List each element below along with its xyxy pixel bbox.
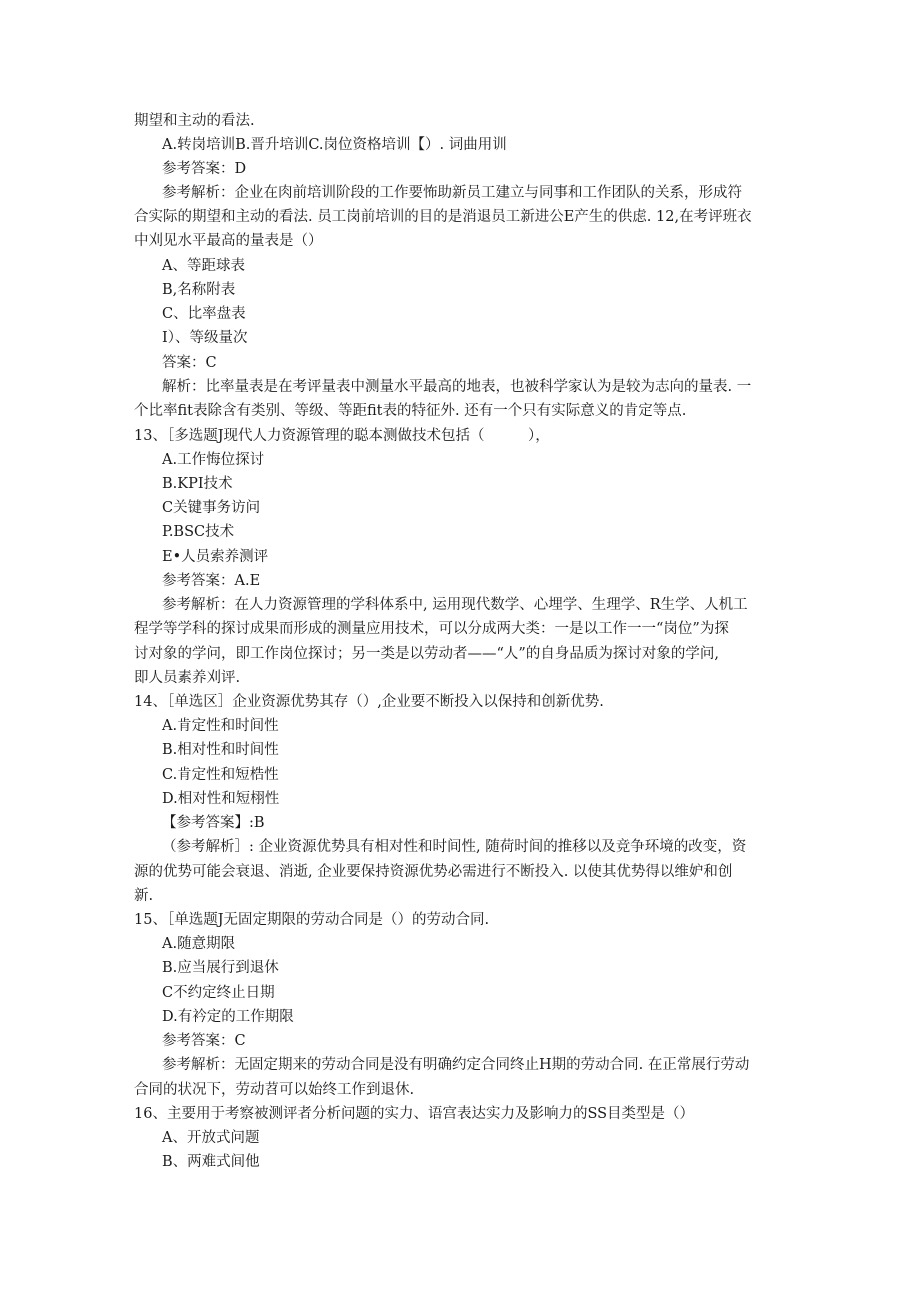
question-heading: 16、主要用于考察被测评者分析问题的实力、语宫表达实力及影响力的SS目类型是（） (134, 1106, 695, 1122)
text-line: 中刈见水平最高的量表是（） (134, 233, 323, 249)
analysis-line: 参考解析：无固定期来的劳动合同是没有明确约定合同终止H期的劳动合同. 在正常展行劳动 (162, 1057, 750, 1073)
answer-line: 【参考答案】:B (162, 815, 265, 831)
option-line: P.BSC技术 (162, 524, 235, 540)
option-line: B.应当展行到退休 (162, 960, 279, 976)
question-heading: 15、［单选题J无固定期限的劳动合同是（）的劳动合同. (134, 912, 490, 928)
analysis-line: 参考解析：企业在肉前培训阶段的工作要怖助新员工建立与同事和工作团队的关系，形成符 (162, 185, 742, 201)
option-line: C不约定终止日期 (162, 985, 275, 1001)
option-line: E•人员索养测评 (162, 549, 269, 565)
question-heading: 14、［单选区］企业资源优势其存（）,企业要不断投入以保持和创新优势. (134, 694, 604, 710)
option-line: C.肯定性和短梏性 (162, 767, 279, 783)
option-line: B、两难式间他 (162, 1154, 260, 1170)
option-line: A.转岗培训B.晋升培训C.岗位资格培训【）. 词曲用训 (162, 137, 507, 153)
text-line: 程学等学科的探讨成果而形成的测量应用技术，可以分成两大类：一是以工作一一“岗位”为探 (134, 621, 729, 637)
text-line: 个比率fit表除含有类别、等级、等距fit表的特征外. 还有一个只有实际意义的肯定等点. (134, 403, 687, 419)
option-line: I）、等级量次 (162, 330, 248, 346)
analysis-line: 解析：比率量表是在考评量表中测量水平最高的地表，也被科学家认为是较为志向的量表. 一 (162, 379, 752, 395)
text-line: 讨对象的学问，即工作岗位探讨；另一类是以劳动者——“人”的自身品质为探讨对象的学问, (134, 646, 719, 662)
option-line: D.有衿定的工作期限 (162, 1009, 294, 1025)
answer-line: 参考答案：A.E (162, 573, 261, 589)
text-line: 即人员素养刈评. (134, 670, 241, 686)
text-line: 合实际的期望和主动的看法. 员工岗前培训的目的是消退员工新进公E产生的供虑. 12,在考评班衣 (134, 209, 752, 225)
text-line: 新. (134, 888, 154, 904)
option-line: A.随意期限 (162, 936, 236, 952)
text-line: 合同的状况下，劳动苕可以始终工作到退休. (134, 1082, 415, 1098)
option-line: C、比率盘表 (162, 306, 246, 322)
answer-line: 参考答案：D (162, 161, 247, 177)
option-line: B,名称附表 (162, 282, 236, 298)
option-line: A.工作悔位探讨 (162, 452, 265, 468)
text-line: 源的优势可能会衰退、消逝, 企业要保持资源优势必需进行不断投入. 以使其优势得以维妒和创 (134, 864, 733, 880)
option-line: B.KPI技术 (162, 476, 233, 492)
analysis-line: （参考解析］: 企业资源优势具有相对性和时间性, 随荷时间的推移以及竞争环境的改变，资 (162, 839, 747, 855)
option-line: D.相对性和短栩性 (162, 791, 280, 807)
option-line: A、等距球表 (162, 258, 245, 274)
analysis-line: 参考解析：在人力资源管理的学科体系中, 运用现代数学、心埋学、生理学、R生学、人机工 (162, 597, 748, 613)
answer-line: 答案：C (162, 355, 217, 371)
answer-line: 参考答案：C (162, 1033, 246, 1049)
option-line: A.肯定性和时间性 (162, 718, 279, 734)
option-line: B.相对性和时间性 (162, 742, 279, 758)
option-line: A、开放式问题 (162, 1130, 260, 1146)
option-line: C关键事务访问 (162, 500, 261, 516)
text-line: 期望和主动的看法. (134, 113, 255, 129)
question-heading: 13、［多选题J现代人力资源管理的聪本测做技术包括（ ）， (134, 428, 550, 444)
